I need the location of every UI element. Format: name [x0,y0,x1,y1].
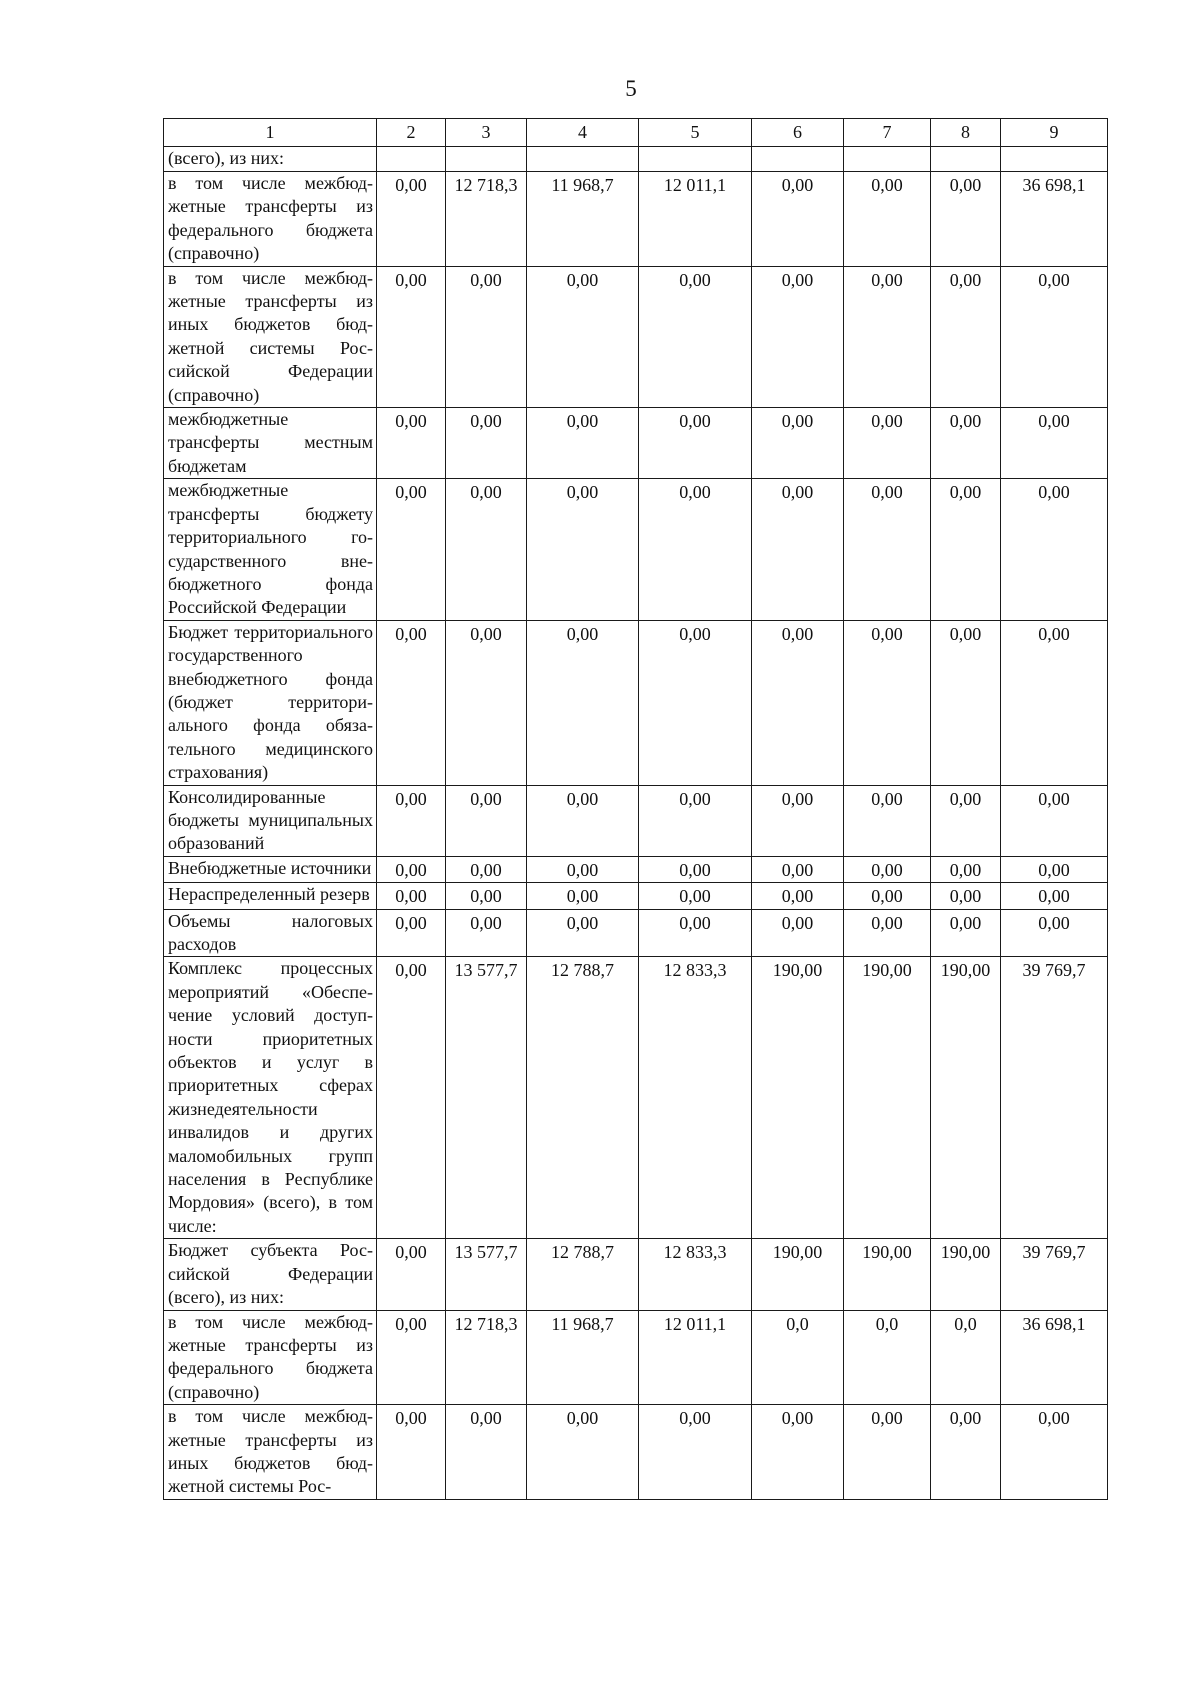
value-cell: 0,00 [639,856,752,882]
value-cell: 0,00 [377,1310,446,1405]
value-cell: 0,00 [931,408,1001,479]
value-cell: 0,00 [1001,856,1108,882]
value-cell: 0,00 [377,856,446,882]
value-cell [639,147,752,172]
value-cell: 0,00 [752,172,844,267]
value-cell: 0,00 [752,856,844,882]
column-header-7: 7 [844,119,931,147]
value-cell: 13 577,7 [446,1239,527,1310]
table-row [164,266,1108,407]
value-cell: 0,00 [752,479,844,620]
value-cell: 0,00 [752,266,844,407]
value-cell: 0,00 [931,909,1001,957]
column-header-3: 3 [446,119,527,147]
row-label: в том числе межбюджетные трансферты из федерального бюджета (справочно) [164,1310,377,1405]
value-cell: 0,00 [377,266,446,407]
table-row [164,172,1108,267]
value-cell: 0,00 [844,479,931,620]
value-cell: 0,00 [639,479,752,620]
column-header-1: 1 [164,119,377,147]
table-row [164,408,1108,479]
table-body [164,147,1108,1500]
column-header-2: 2 [377,119,446,147]
column-header-8: 8 [931,119,1001,147]
budget-table [163,118,1108,1500]
value-cell: 36 698,1 [1001,172,1108,267]
value-cell: 0,00 [752,909,844,957]
value-cell: 0,00 [1001,909,1108,957]
value-cell: 12 788,7 [527,957,639,1239]
value-cell: 0,00 [844,909,931,957]
value-cell: 0,00 [377,957,446,1239]
row-label: Бюджет территориального государственного внебюджетного фонда (бюджет территориального фонда обязательного медицинского страхования) [164,620,377,785]
value-cell: 0,00 [1001,785,1108,856]
row-label: в том числе межбюджетные трансферты из федерального бюджета (справочно) [164,172,377,267]
value-cell: 39 769,7 [1001,957,1108,1239]
value-cell: 0,00 [931,856,1001,882]
value-cell: 12 718,3 [446,1310,527,1405]
value-cell: 190,00 [844,957,931,1239]
value-cell: 190,00 [752,1239,844,1310]
value-cell: 0,0 [931,1310,1001,1405]
value-cell: 0,00 [527,785,639,856]
row-label: Объемы налоговых расходов [164,909,377,957]
value-cell [446,147,527,172]
value-cell: 0,00 [931,620,1001,785]
column-header-5: 5 [639,119,752,147]
table-row [164,856,1108,882]
value-cell: 0,00 [752,408,844,479]
value-cell: 0,00 [752,883,844,909]
value-cell: 0,00 [1001,620,1108,785]
value-cell: 0,00 [527,883,639,909]
value-cell: 190,00 [844,1239,931,1310]
row-label: Внебюджетные источники [164,856,377,882]
value-cell: 0,00 [377,172,446,267]
value-cell: 0,00 [1001,1405,1108,1500]
value-cell: 0,00 [527,856,639,882]
row-label: Бюджет субъекта Российской Федерации (всего), из них: [164,1239,377,1310]
row-label: межбюджетные трансферты местным бюджетам [164,408,377,479]
value-cell: 0,00 [639,408,752,479]
value-cell: 0,00 [639,785,752,856]
row-label: в том числе межбюджетные трансферты из иных бюджетов бюджетной системы Рос- [164,1405,377,1500]
value-cell: 0,00 [446,785,527,856]
header-row [164,119,1108,147]
value-cell: 0,00 [752,785,844,856]
value-cell: 190,00 [752,957,844,1239]
value-cell [931,147,1001,172]
value-cell: 0,00 [446,1405,527,1500]
value-cell: 0,00 [527,620,639,785]
value-cell: 0,00 [931,172,1001,267]
row-label: (всего), из них: [164,147,377,172]
value-cell: 0,00 [446,909,527,957]
table-row [164,1405,1108,1500]
value-cell: 0,00 [931,479,1001,620]
value-cell: 190,00 [931,1239,1001,1310]
row-label: в том числе межбюджетные трансферты из иных бюджетов бюджетной системы Российской Федерации (справочно) [164,266,377,407]
value-cell: 0,00 [377,785,446,856]
table-row [164,909,1108,957]
value-cell [1001,147,1108,172]
value-cell [752,147,844,172]
value-cell: 0,00 [931,785,1001,856]
budget-table-container [163,118,1108,1500]
value-cell: 0,00 [527,479,639,620]
value-cell: 0,00 [931,266,1001,407]
column-header-4: 4 [527,119,639,147]
value-cell: 12 833,3 [639,957,752,1239]
value-cell: 0,00 [527,408,639,479]
table-row [164,147,1108,172]
value-cell [844,147,931,172]
value-cell: 0,00 [844,785,931,856]
table-row [164,1310,1108,1405]
value-cell: 12 788,7 [527,1239,639,1310]
column-header-9: 9 [1001,119,1108,147]
value-cell: 0,00 [377,620,446,785]
page-number: 5 [625,76,637,101]
value-cell: 0,00 [446,266,527,407]
value-cell: 11 968,7 [527,172,639,267]
value-cell: 0,00 [527,266,639,407]
value-cell: 0,00 [377,909,446,957]
value-cell: 0,00 [446,620,527,785]
table-row [164,620,1108,785]
column-header-6: 6 [752,119,844,147]
value-cell: 11 968,7 [527,1310,639,1405]
value-cell: 0,00 [931,883,1001,909]
value-cell: 0,00 [844,620,931,785]
value-cell: 39 769,7 [1001,1239,1108,1310]
value-cell: 0,00 [377,408,446,479]
row-label: межбюджетные трансферты бюджету территориального государственного внебюджетного фонда Российской Федерации [164,479,377,620]
table-row [164,479,1108,620]
value-cell: 12 833,3 [639,1239,752,1310]
value-cell: 0,00 [446,479,527,620]
table-row [164,785,1108,856]
value-cell: 0,00 [527,909,639,957]
value-cell: 0,00 [752,1405,844,1500]
value-cell: 0,00 [1001,883,1108,909]
value-cell: 0,0 [752,1310,844,1405]
value-cell: 0,00 [639,883,752,909]
value-cell: 12 011,1 [639,1310,752,1405]
value-cell: 0,00 [446,856,527,882]
value-cell: 0,00 [377,1239,446,1310]
row-label: Консолидированные бюджеты муниципальных образований [164,785,377,856]
value-cell: 0,00 [639,909,752,957]
value-cell: 0,00 [844,1405,931,1500]
value-cell: 0,00 [377,883,446,909]
value-cell: 0,00 [1001,408,1108,479]
value-cell [377,147,446,172]
value-cell: 0,00 [639,1405,752,1500]
value-cell: 12 011,1 [639,172,752,267]
table-row [164,883,1108,909]
value-cell: 0,00 [844,883,931,909]
value-cell: 0,00 [446,883,527,909]
row-label: Нераспределенный резерв [164,883,377,909]
value-cell: 0,00 [639,266,752,407]
value-cell: 0,00 [446,408,527,479]
row-label: Комплекс процессных мероприятий «Обеспечение условий доступности приоритетных объектов и услуг в приоритетных сферах жизнедеятельности инвалидов и других маломобильных групп населения в Республике Мордовия» (всего), в том числе: [164,957,377,1239]
table-row [164,957,1108,1239]
value-cell: 0,00 [844,172,931,267]
value-cell: 36 698,1 [1001,1310,1108,1405]
value-cell: 0,0 [844,1310,931,1405]
value-cell: 0,00 [1001,266,1108,407]
value-cell: 190,00 [931,957,1001,1239]
value-cell: 0,00 [844,266,931,407]
value-cell: 0,00 [377,479,446,620]
table-row [164,1239,1108,1310]
value-cell: 0,00 [1001,479,1108,620]
value-cell: 0,00 [639,620,752,785]
value-cell: 0,00 [527,1405,639,1500]
value-cell: 0,00 [752,620,844,785]
value-cell: 0,00 [931,1405,1001,1500]
value-cell [527,147,639,172]
value-cell: 13 577,7 [446,957,527,1239]
value-cell: 12 718,3 [446,172,527,267]
value-cell: 0,00 [377,1405,446,1500]
value-cell: 0,00 [844,408,931,479]
value-cell: 0,00 [844,856,931,882]
